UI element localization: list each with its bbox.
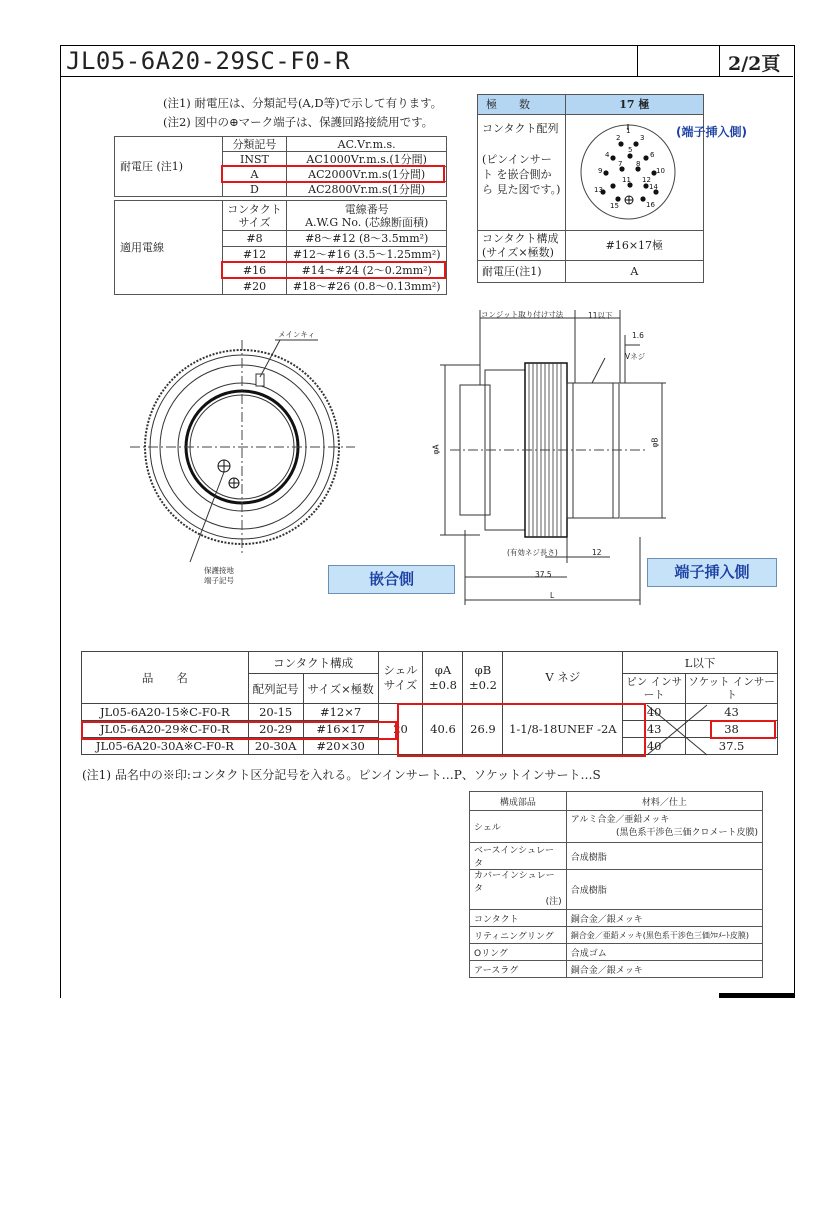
part-name: JL05-6A20-15※C-F0-R [82, 704, 249, 721]
svg-text:15: 15 [609, 202, 619, 210]
material-col-part: 構成部品 [470, 792, 567, 811]
part-size: #12×7 [303, 704, 378, 721]
voltage-row-label: 耐電圧 (注1) [115, 137, 223, 197]
svg-text:7: 7 [617, 160, 623, 168]
material-value: 銅合金／亜鉛メッキ(黒色系干渉色三価ｸﾛﾒｰﾄ皮膜) [566, 927, 762, 944]
title-divider [637, 45, 638, 76]
title-divider [719, 45, 720, 76]
svg-text:12: 12 [641, 176, 651, 184]
parts-footnote: (注1) 品名中の※印:コンタクト区分記号を入れる。ピンインサート…P、ソケットインサート…S [82, 768, 601, 782]
wire-value: #8〜#12 (8〜3.5mm²) [287, 231, 447, 247]
material-table [469, 791, 763, 978]
front-view-drawing [130, 300, 460, 600]
svg-text:2: 2 [615, 134, 621, 142]
phi-a-label: φA [431, 444, 441, 455]
wire-size: #12 [222, 247, 287, 263]
note-2: (注2) 図中の⊕マーク端子は、保護回路接続用です。 [163, 115, 434, 129]
col-pin: ピン インサート [623, 674, 686, 704]
part-size: #16×17 [303, 721, 378, 738]
material-value: 合成ゴム [566, 944, 762, 961]
voltage-col-header: AC.Vr.m.s. [287, 137, 447, 152]
terminal-side-label: 端子挿入側 [647, 558, 777, 587]
main-key-label: メインキィ [278, 330, 316, 339]
withstand-value: A [565, 261, 703, 283]
phi-b-label: φB [650, 437, 660, 448]
wire-table [114, 200, 447, 295]
part-phi-a: 40.6 [423, 704, 463, 755]
col-size: サイズ×極数 [303, 674, 378, 704]
composition-label: コンタクト構成 (サイズ×極数) [478, 231, 566, 261]
material-part: (注) [545, 897, 562, 907]
svg-text:10: 10 [655, 167, 665, 175]
svg-text:1: 1 [625, 127, 631, 135]
material-value: アルミ合金／亜鉛メッキ [570, 814, 670, 825]
dim-1-6: 1.6 [632, 331, 644, 340]
voltage-value: AC2800Vr.m.s(1分間) [287, 182, 447, 197]
conduit-mount-label: コンジット取り付け寸法 [481, 310, 564, 319]
document-title: JL05-6A20-29SC-F0-R [66, 47, 351, 75]
part-name: JL05-6A20-30A※C-F0-R [82, 738, 249, 755]
voltage-col-header: 分類記号 [222, 137, 287, 152]
material-part: Oリング [470, 944, 567, 961]
material-value: 合成樹脂 [566, 870, 762, 910]
mating-side-label: 嵌合側 [328, 565, 455, 594]
svg-text:9: 9 [597, 167, 603, 175]
pole-table [477, 94, 704, 283]
voltage-value: AC2000Vr.m.s(1分間) [287, 167, 447, 182]
material-part: アースラグ [470, 961, 567, 978]
part-pin: 43 [623, 721, 686, 738]
material-part: シェル [470, 811, 567, 843]
ground-label: 端子記号 [204, 576, 234, 585]
wire-col-header: サイズ [238, 215, 271, 229]
col-layout: 配列記号 [248, 674, 303, 704]
part-layout: 20-30A [248, 738, 303, 755]
terminal-side-note: (端子挿入側) [676, 125, 747, 139]
wire-value: #14〜#24 (2〜0.2mm²) [287, 263, 447, 279]
part-v: 1-1/8-18UNEF -2A [503, 704, 623, 755]
dim-l: L [550, 591, 555, 600]
col-socket: ソケット インサート [686, 674, 778, 704]
part-socket: 43 [686, 704, 778, 721]
material-value: 合成樹脂 [566, 843, 762, 870]
withstand-label: 耐電圧(注1) [478, 261, 566, 283]
col-name: 品 名 [82, 652, 249, 704]
highlight-box [81, 721, 397, 740]
col-phi-b: φB ±0.2 [463, 652, 503, 704]
svg-text:11: 11 [621, 176, 631, 184]
contact-layout-note: (ピンインサート を嵌合側から 見た図です。) [482, 153, 561, 196]
material-value: 銅合金／銀メッキ [566, 961, 762, 978]
part-pin: 40 [623, 738, 686, 755]
part-shell: 20 [378, 704, 423, 755]
svg-text:14: 14 [648, 183, 658, 191]
composition-value: #16×17極 [565, 231, 703, 261]
part-size: #20×30 [303, 738, 378, 755]
v-thread-label: Vネジ [625, 352, 646, 361]
material-part: ベースインシュレータ [470, 843, 567, 870]
material-col-material: 材料／仕上 [566, 792, 762, 811]
wire-col-header: 電線番号 [344, 202, 389, 216]
wire-value: #18〜#26 (0.8〜0.13mm²) [287, 279, 447, 295]
part-layout: 20-29 [248, 721, 303, 738]
svg-text:13: 13 [593, 186, 603, 194]
title-bar [60, 45, 793, 77]
wire-col-header: A.W.G No. (芯線断面積) [305, 215, 429, 229]
voltage-code: INST [222, 152, 287, 167]
part-socket: 38 [686, 721, 778, 738]
highlight-box [710, 720, 776, 739]
svg-text:6: 6 [649, 151, 655, 159]
col-shell: シェル サイズ [378, 652, 423, 704]
note-1: (注1) 耐電圧は、分類記号(A,D等)で示して有ります。 [163, 96, 443, 110]
voltage-value: AC1000Vr.m.s.(1分間) [287, 152, 447, 167]
effective-thread-label: (有効ネジ長さ) [507, 548, 558, 557]
poles-value: 17 極 [565, 95, 703, 115]
dim-37-5: 37.5 [535, 570, 552, 579]
contact-layout-label: コンタクト配列 [482, 122, 559, 135]
svg-text:16: 16 [645, 201, 655, 209]
highlight-box [221, 261, 446, 279]
ground-label: 保護接地 [204, 566, 234, 575]
wire-value: #12〜#16 (3.5〜1.25mm²) [287, 247, 447, 263]
material-part: コンタクト [470, 910, 567, 927]
material-part: リティニングリング [470, 927, 567, 944]
col-v: V ネジ [503, 652, 623, 704]
col-l: L以下 [623, 652, 778, 674]
voltage-code: A [222, 167, 287, 182]
pin-strikeout [645, 703, 709, 757]
svg-text:8: 8 [635, 160, 641, 168]
svg-text:3: 3 [639, 134, 645, 142]
dim-11: 11以下 [588, 311, 613, 320]
part-layout: 20-15 [248, 704, 303, 721]
wire-col-header: コンタクト [227, 202, 282, 216]
svg-text:4: 4 [604, 151, 610, 159]
footer-bar [719, 993, 794, 998]
poles-label: 極 数 [478, 95, 566, 115]
material-part: カバーインシュレータ [474, 871, 555, 894]
wire-size: #16 [222, 263, 287, 279]
part-socket: 37.5 [686, 738, 778, 755]
wire-row-label: 適用電線 [115, 201, 223, 295]
highlight-box [397, 703, 646, 757]
col-contact: コンタクト構成 [248, 652, 378, 674]
highlight-box [221, 165, 445, 183]
material-value: (黒色系干渉色三価クロメート皮膜) [615, 827, 758, 838]
wire-size: #8 [222, 231, 287, 247]
wire-size: #20 [222, 279, 287, 295]
part-name: JL05-6A20-29※C-F0-R [82, 721, 249, 738]
page-number: 2/2頁 [728, 53, 781, 75]
part-phi-b: 26.9 [463, 704, 503, 755]
col-phi-a: φA ±0.8 [423, 652, 463, 704]
dim-12: 12 [592, 548, 602, 557]
svg-text:5: 5 [627, 146, 633, 154]
material-value: 銅合金／銀メッキ [566, 910, 762, 927]
voltage-code: D [222, 182, 287, 197]
part-pin: 40 [623, 704, 686, 721]
